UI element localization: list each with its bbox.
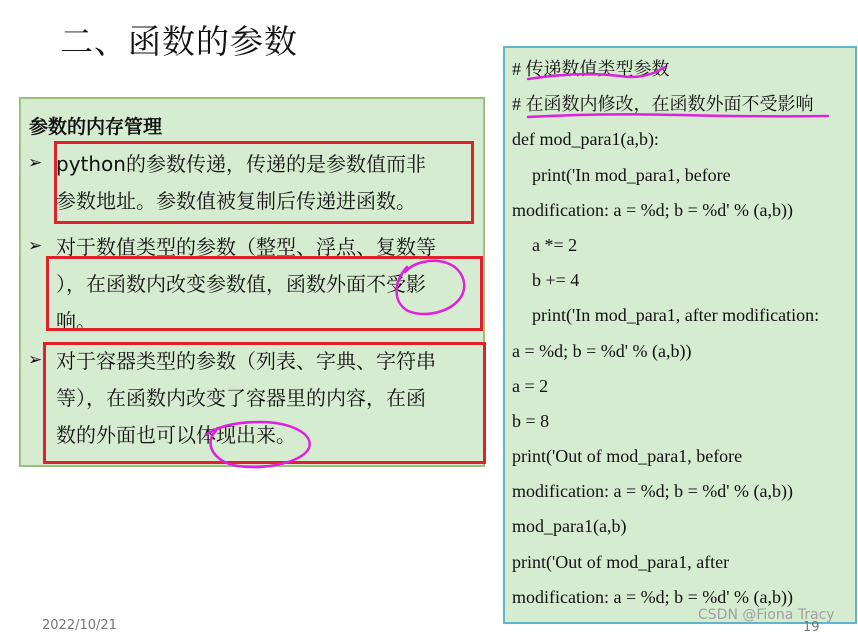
bullet-1-line-2: 参数地址。参数值被复制后传递进函数。 — [56, 189, 416, 213]
bullet-3-line-1: 对于容器类型的参数（列表、字典、字符串 — [56, 349, 436, 373]
watermark: CSDN @Fiona Tracy — [698, 607, 835, 623]
bullet-marker-3: ➢ — [28, 350, 43, 370]
code-block — [512, 52, 819, 615]
code-line-7: b += 4 — [532, 270, 580, 291]
code-line-10: a = 2 — [512, 375, 549, 396]
code-line-4: print('In mod_para1, before — [532, 164, 731, 185]
bullet-2-line-1: 对于数值类型的参数（整型、浮点、复数等 — [56, 235, 436, 259]
bullet-2-line-3: 响。 — [56, 309, 96, 333]
bullet-1-line-1: python的参数传递，传递的是参数值而非 — [56, 152, 426, 176]
highlight-box-3 — [43, 342, 486, 464]
code-line-1: # 传递数值类型参数 — [512, 59, 670, 79]
code-line-9: a = %d; b = %d' % (a,b)) — [512, 340, 692, 361]
bullet-2-line-2: ），在函数内改变参数值，函数外面不受影 — [56, 272, 426, 296]
code-line-11: b = 8 — [512, 410, 550, 431]
code-line-12: print('Out of mod_para1, before — [512, 446, 743, 467]
page-number: 19 — [803, 620, 820, 635]
highlight-box-1 — [54, 141, 474, 224]
code-line-15: print('Out of mod_para1, after — [512, 551, 730, 572]
code-line-16: modification: a = %d; b = %d' % (a,b)) — [512, 586, 793, 607]
bullet-marker-1: ➢ — [28, 153, 43, 173]
code-line-13: modification: a = %d; b = %d' % (a,b)) — [512, 481, 793, 502]
code-line-2: # 在函数内修改，在函数外面不受影响 — [512, 94, 814, 115]
code-line-5: modification: a = %d; b = %d' % (a,b)) — [512, 199, 793, 220]
code-line-14: mod_para1(a,b) — [512, 516, 627, 537]
footer-date: 2022/10/21 — [42, 618, 117, 633]
code-line-3: def mod_para1(a,b): — [512, 129, 659, 150]
bullet-3-line-3: 数的外面也可以体现出来。 — [56, 423, 296, 447]
code-line-8: print('In mod_para1, after modification: — [532, 305, 820, 326]
code-line-6: a *= 2 — [532, 234, 578, 255]
slide-title: 二、函数的参数 — [60, 22, 298, 61]
highlight-box-2 — [46, 256, 483, 331]
left-panel-heading: 参数的内存管理 — [29, 116, 163, 138]
bullet-3-line-2: 等），在函数内改变了容器里的内容，在函 — [56, 386, 426, 410]
bullet-marker-2: ➢ — [28, 236, 43, 256]
